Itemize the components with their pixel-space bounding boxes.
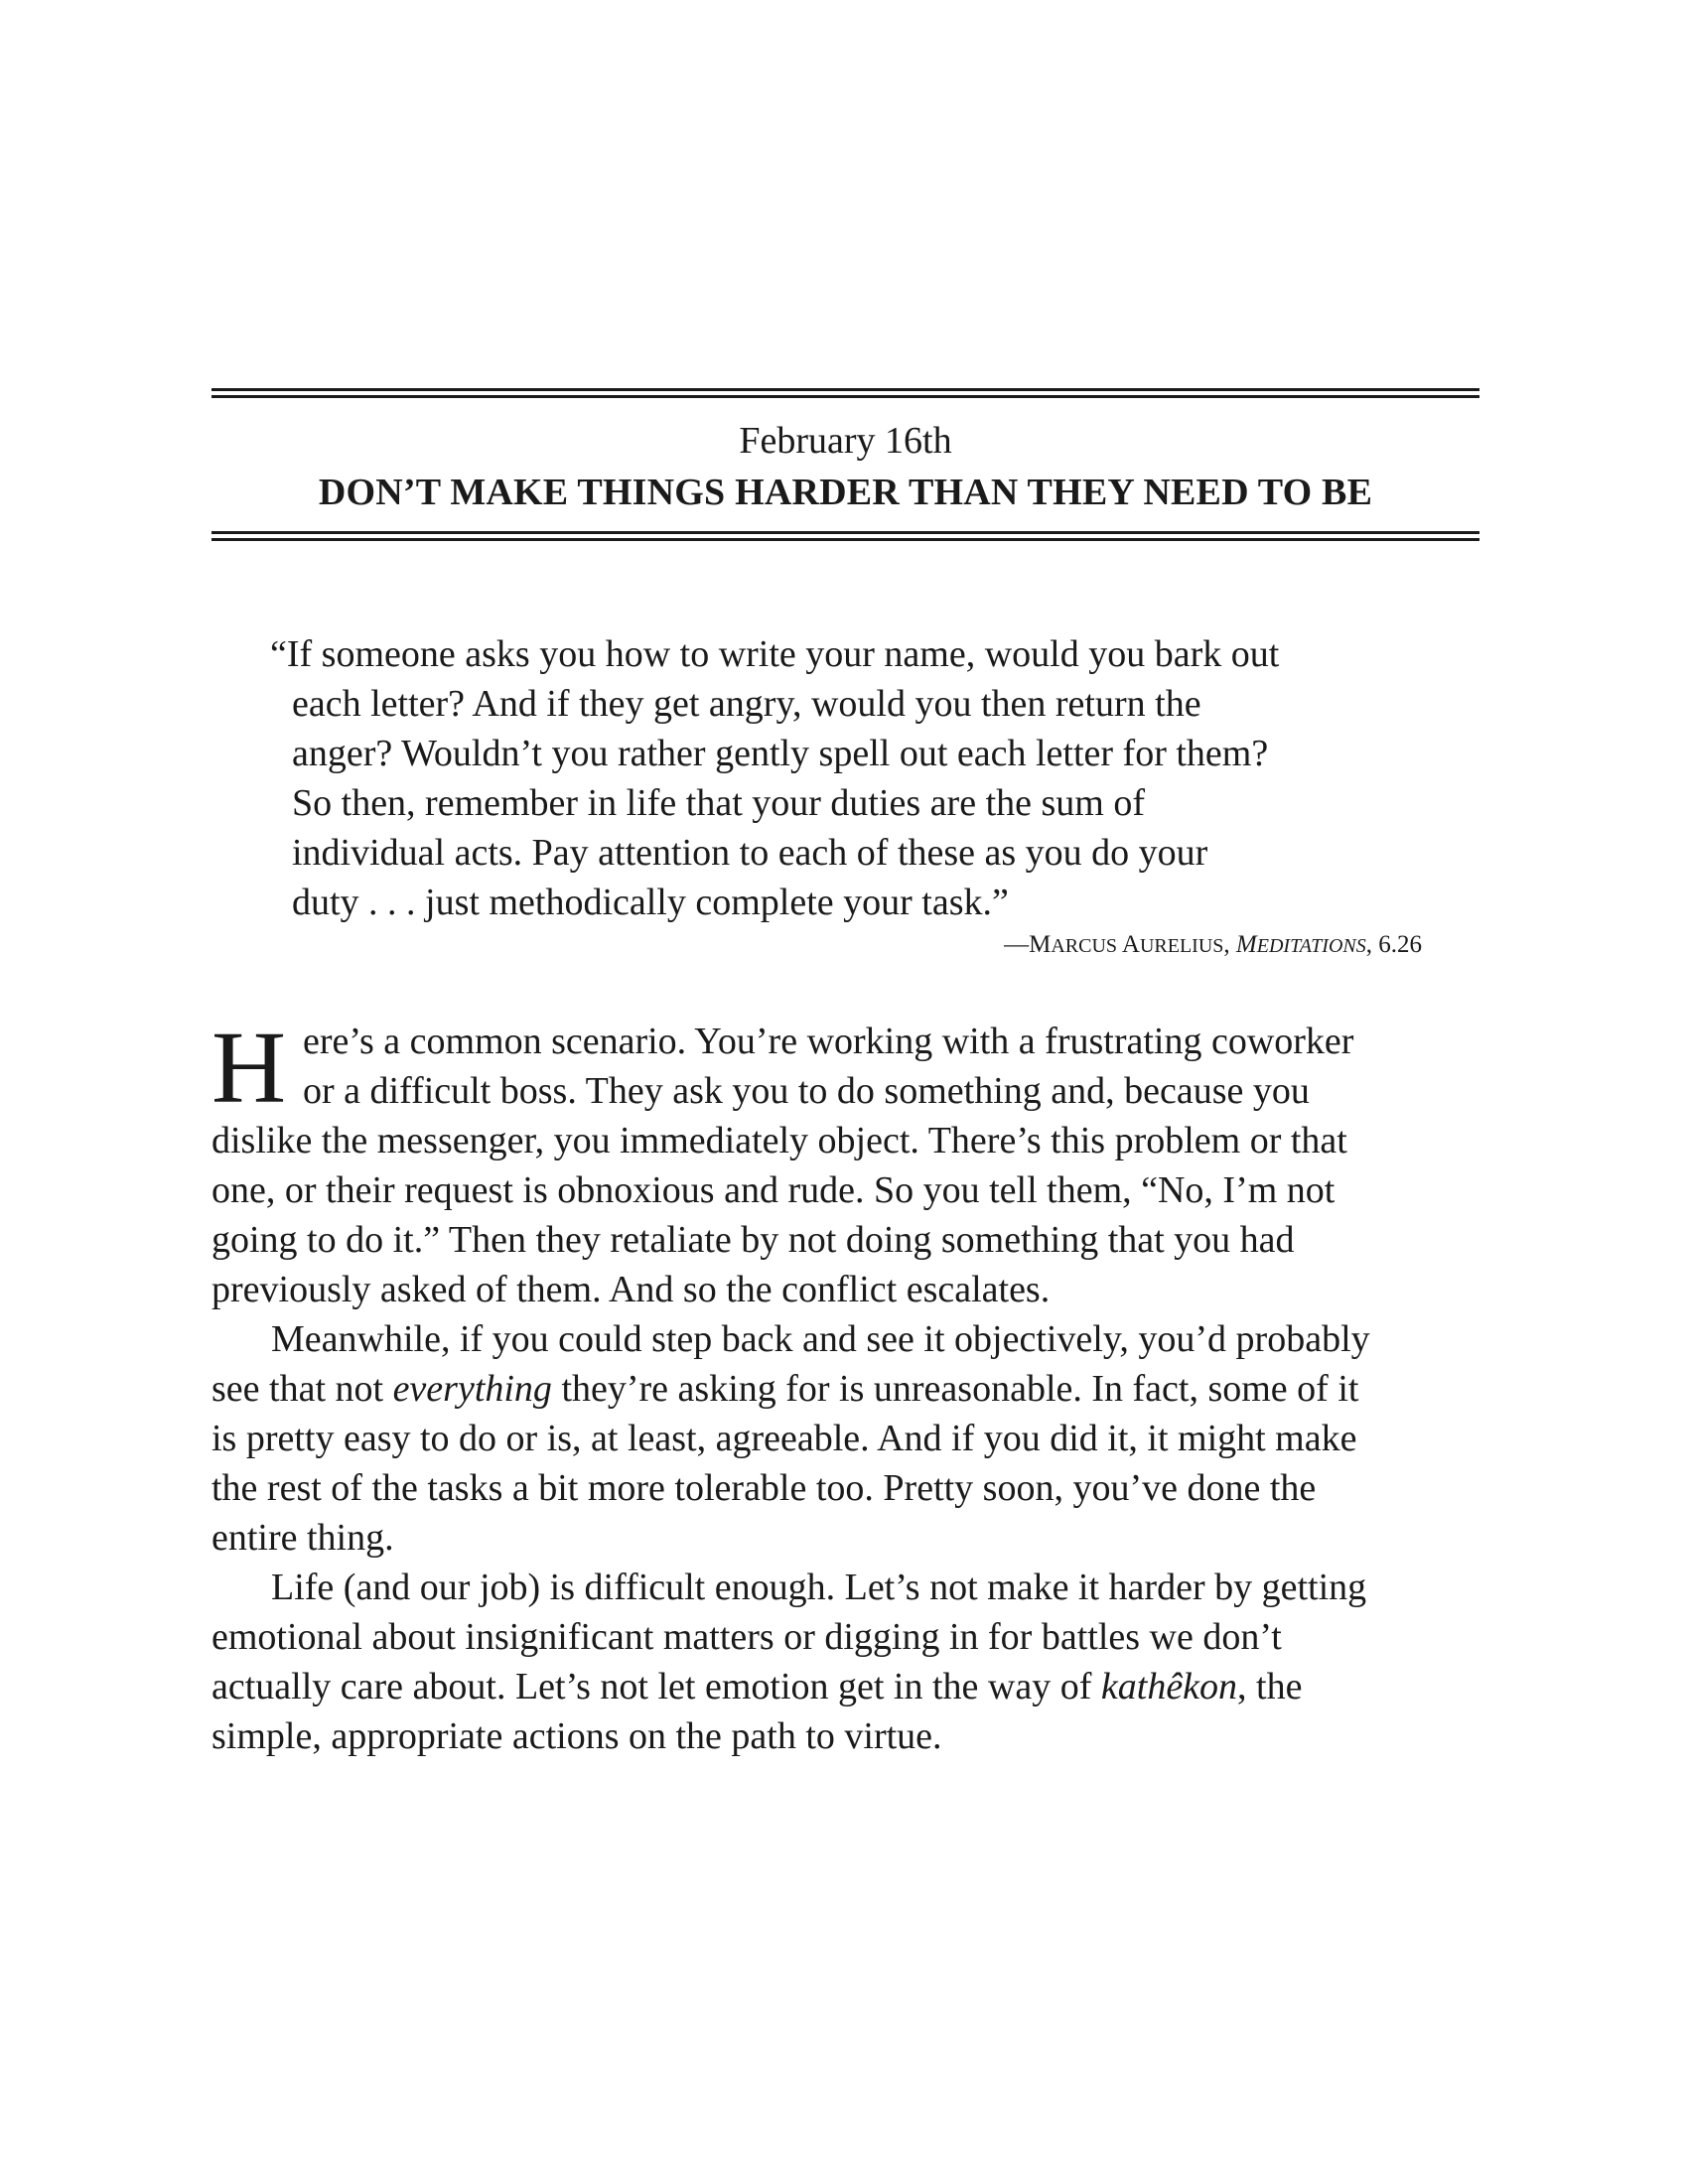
quote-line: So then, remember in life that your duties are the sum of xyxy=(292,782,1145,824)
entry-date: February 16th xyxy=(739,420,952,462)
paragraph-line: Life (and our job) is difficult enough. Let’s not make it harder by getting xyxy=(271,1567,1367,1608)
paragraph-line: going to do it.” Then they retaliate by not doing something that you had xyxy=(211,1219,1295,1261)
paragraph-line: one, or their request is obnoxious and rude. So you tell them, “No, I’m not xyxy=(211,1169,1336,1211)
paragraph-line: or a difficult boss. They ask you to do something and, because you xyxy=(303,1070,1310,1112)
paragraph-line: Meanwhile, if you could step back and see it objectively, you’d probably xyxy=(271,1318,1370,1360)
bottom-double-rule xyxy=(211,531,1479,541)
entry-header xyxy=(211,415,1479,518)
top-double-rule xyxy=(211,388,1479,398)
paragraph-line: actually care about. Let’s not let emotion get in the way of kathêkon, the xyxy=(211,1666,1303,1707)
paragraph-line: entire thing. xyxy=(211,1517,394,1559)
quote-line: “If someone asks you how to write your name, would you bark out xyxy=(270,633,1280,675)
paragraph-line: the rest of the tasks a bit more tolerable too. Pretty soon, you’ve done the xyxy=(211,1467,1317,1509)
paragraph-line: emotional about insignificant matters or digging in for battles we don’t xyxy=(211,1616,1282,1658)
paragraph-line: simple, appropriate actions on the path to virtue. xyxy=(211,1715,942,1757)
paragraph-line: see that not everything they’re asking for is unreasonable. In fact, some of it xyxy=(211,1368,1359,1410)
emphasis-text: kathêkon xyxy=(1100,1666,1238,1707)
quote-line: anger? Wouldn’t you rather gently spell out each letter for them? xyxy=(292,733,1269,774)
epigraph-quote xyxy=(270,629,1422,927)
paragraph-line: dislike the messenger, you immediately object. There’s this problem or that xyxy=(211,1120,1347,1161)
entry-title: DON’T MAKE THINGS HARDER THAN THEY NEED TO BE xyxy=(318,472,1373,513)
paragraph-line: ere’s a common scenario. You’re working with a frustrating coworker xyxy=(303,1021,1354,1062)
paragraph-line: is pretty easy to do or is, at least, agreeable. And if you did it, it might make xyxy=(211,1418,1357,1459)
body-text xyxy=(211,1011,1492,1761)
quote-line: duty . . . just methodically complete your task.” xyxy=(292,882,1009,923)
quote-line: each letter? And if they get angry, would you then return the xyxy=(292,683,1201,725)
quote-line: individual acts. Pay attention to each of these as you do your xyxy=(292,832,1208,874)
emphasis-text: everything xyxy=(392,1368,552,1410)
paragraph-line: previously asked of them. And so the conflict escalates. xyxy=(211,1269,1051,1310)
drop-cap: H xyxy=(211,1011,287,1125)
quote-attribution: —MARCUS AURELIUS, MEDITATIONS, 6.26 xyxy=(1004,931,1422,958)
